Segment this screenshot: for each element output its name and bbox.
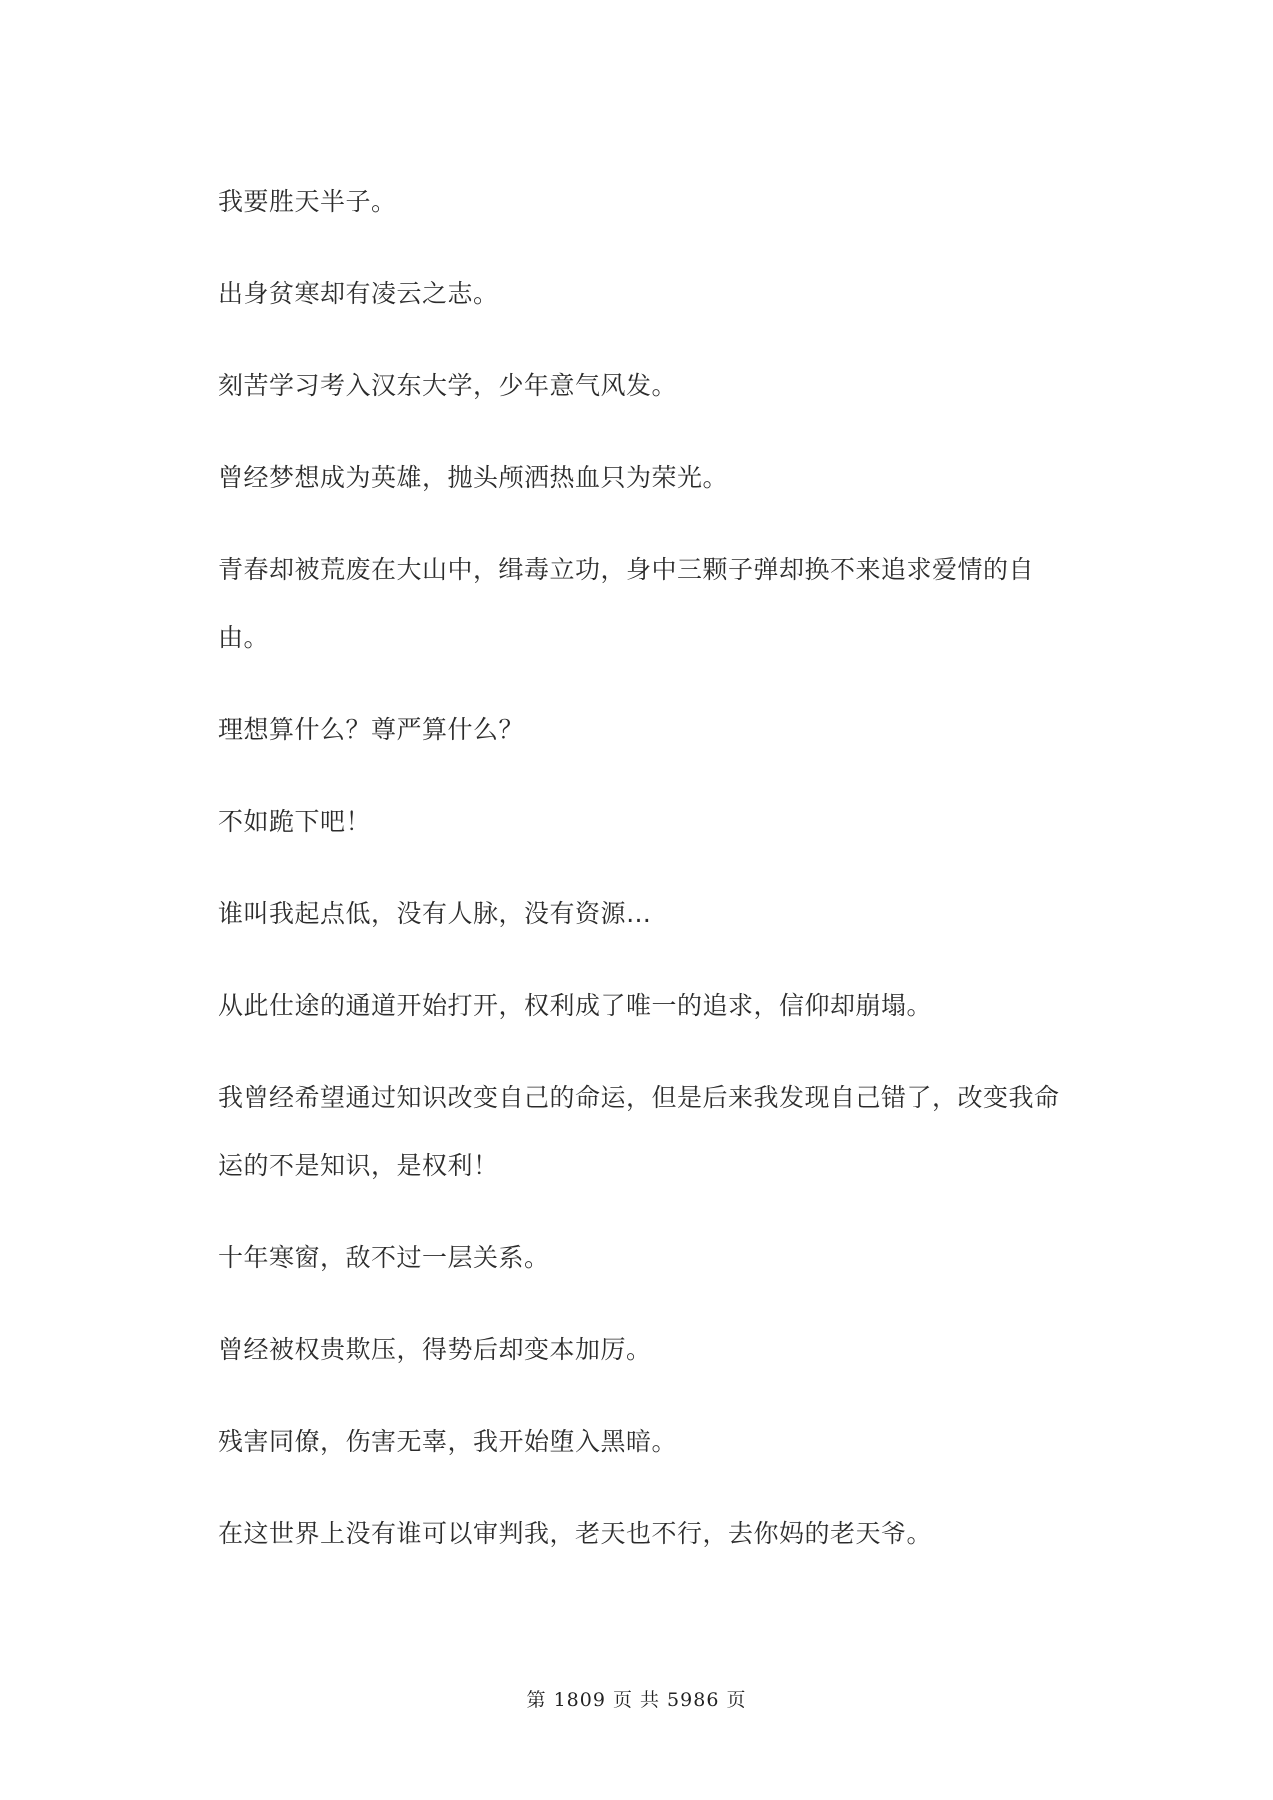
page-number-footer: 第 1809 页 共 5986 页 [526, 1689, 747, 1711]
paragraph: 曾经梦想成为英雄，抛头颅洒热血只为荣光。 [218, 463, 729, 492]
paragraph: 出身贫寒却有凌云之志。 [218, 279, 499, 308]
paragraph: 在这世界上没有谁可以审判我，老天也不行，去你妈的老天爷。 [218, 1519, 933, 1548]
paragraph: 十年寒窗，敌不过一层关系。 [218, 1243, 550, 1272]
paragraph: 不如跪下吧！ [218, 807, 372, 836]
paragraph: 我要胜天半子。 [218, 187, 397, 216]
body-text [218, 168, 1078, 1592]
paragraph: 青春却被荒废在大山中，缉毒立功，身中三颗子弹却换不来追求爱情的自由。 [218, 555, 1035, 652]
paragraph: 残害同僚，伤害无辜，我开始堕入黑暗。 [218, 1427, 678, 1456]
paragraph: 刻苦学习考入汉东大学，少年意气风发。 [218, 371, 678, 400]
paragraph: 理想算什么？尊严算什么？ [218, 715, 525, 744]
paragraph: 谁叫我起点低，没有人脉，没有资源… [218, 899, 652, 928]
paragraph: 我曾经希望通过知识改变自己的命运，但是后来我发现自己错了，改变我命运的不是知识，是权利！ [218, 1083, 1060, 1180]
paragraph: 从此仕途的通道开始打开，权利成了唯一的追求，信仰却崩塌。 [218, 991, 933, 1020]
paragraph: 曾经被权贵欺压，得势后却变本加厉。 [218, 1335, 652, 1364]
